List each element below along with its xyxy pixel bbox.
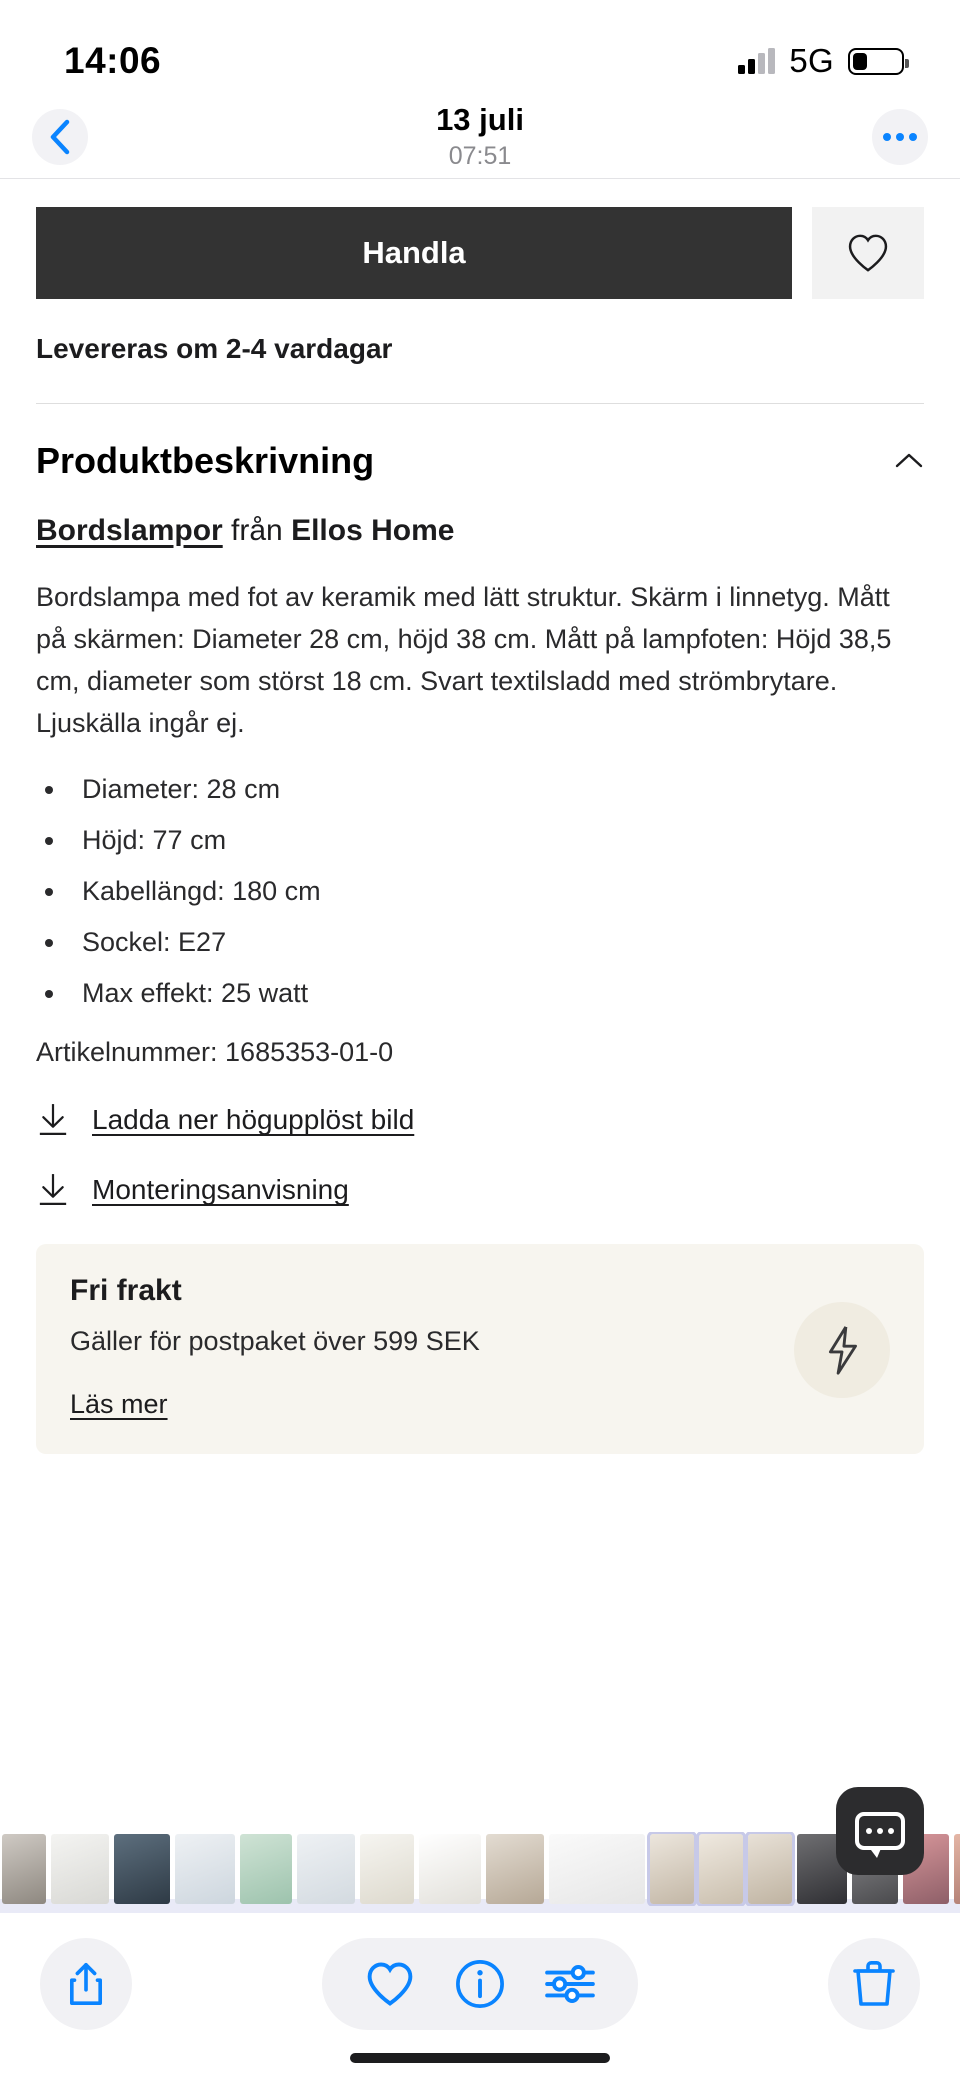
download-icon (36, 1172, 70, 1208)
heart-icon (364, 1960, 416, 2008)
list-item: • Kabellängd: 180 cm (68, 876, 924, 907)
product-specs-list (36, 774, 924, 1009)
lightning-bolt-icon (794, 1302, 890, 1398)
delete-button[interactable] (828, 1938, 920, 2030)
share-icon (66, 1961, 106, 2007)
article-number: Artikelnummer: 1685353-01-0 (36, 1037, 394, 1068)
thumb-product-page[interactable] (419, 1834, 481, 1904)
list-item: • Diameter: 28 cm (68, 774, 924, 805)
thumb-reviews[interactable] (360, 1834, 414, 1904)
category-link[interactable]: Bordslampor (36, 514, 223, 547)
status-bar (0, 0, 960, 96)
promo-read-more-link[interactable]: Läs mer (70, 1389, 168, 1420)
chevron-left-icon (49, 119, 71, 155)
buy-button[interactable]: Handla (36, 207, 792, 299)
thumb-lamp-b[interactable] (699, 1834, 743, 1904)
download-image-link[interactable] (0, 1068, 960, 1138)
chevron-up-icon[interactable] (894, 446, 924, 476)
favorite-toggle[interactable] (362, 1956, 418, 2012)
page-title: 13 juli (436, 102, 524, 138)
product-page-content (0, 178, 960, 1838)
thumb-chat-2[interactable] (297, 1834, 355, 1904)
list-item: • Sockel: E27 (68, 927, 924, 958)
info-button[interactable] (452, 1956, 508, 2012)
status-indicators (738, 42, 904, 80)
thumb-fabric-art[interactable] (954, 1834, 960, 1904)
network-label: 5G (789, 42, 834, 79)
thumb-chat-list[interactable] (175, 1834, 235, 1904)
delivery-info: Levereras om 2-4 vardagar (36, 333, 393, 364)
thumb-landscape[interactable] (114, 1834, 170, 1904)
toolbar-action-group (322, 1938, 638, 2030)
section-title: Produktbeskrivning (36, 440, 375, 481)
battery-icon (848, 48, 904, 75)
trash-icon (853, 1960, 895, 2008)
status-time: 14:06 (64, 40, 162, 81)
assembly-instructions-link[interactable] (0, 1138, 960, 1208)
product-brand-line (0, 482, 960, 548)
more-options-button[interactable] (872, 109, 928, 165)
thumb-lamp-crop[interactable] (2, 1834, 46, 1904)
chat-bubble-button[interactable] (836, 1787, 924, 1875)
heart-icon (845, 232, 891, 274)
list-item: • Max effekt: 25 watt (68, 978, 924, 1009)
ellipsis-icon (883, 133, 917, 141)
home-indicator (350, 2053, 610, 2063)
promo-subtitle: Gäller för postpaket över 599 SEK (70, 1326, 480, 1357)
thumb-lamp-a[interactable] (650, 1834, 694, 1904)
info-icon (454, 1958, 506, 2010)
brand-name: Ellos Home (291, 514, 455, 547)
between-text: från (222, 514, 292, 547)
cta-row (0, 179, 960, 299)
promo-title: Fri frakt (70, 1274, 182, 1308)
thumb-lamp-room[interactable] (486, 1834, 544, 1904)
share-button[interactable] (40, 1938, 132, 2030)
thumb-webpage[interactable] (549, 1834, 645, 1904)
thumbnail-filmstrip[interactable] (0, 1832, 960, 1906)
nav-title-block (0, 103, 960, 170)
signal-bars-icon (738, 48, 775, 74)
product-description-header[interactable] (0, 404, 960, 482)
download-icon (36, 1102, 70, 1138)
adjust-button[interactable] (542, 1956, 598, 2012)
thumb-lamp-c[interactable] (748, 1834, 792, 1904)
favorite-button[interactable] (812, 207, 924, 299)
download-image-label: Ladda ner högupplöst bild (92, 1104, 415, 1136)
page-subtitle: 07:51 (448, 141, 512, 170)
thumb-map[interactable] (240, 1834, 292, 1904)
list-item: • Höjd: 77 cm (68, 825, 924, 856)
sliders-icon (543, 1961, 597, 2007)
assembly-instructions-label: Monteringsanvisning (92, 1174, 349, 1206)
chat-bubble-icon (855, 1812, 905, 1850)
navigation-bar (0, 96, 960, 178)
back-button[interactable] (32, 109, 88, 165)
thumb-document[interactable] (51, 1834, 109, 1904)
product-description-text: Bordslampa med fot av keramik med lätt struktur. Skärm i linnetyg. Mått på skärmen: Diameter 28 cm, höjd 38 cm. Mått på lampfoten: Höjd 38,5 cm, diameter som störst 18 cm. Svart textilsladd med strömbrytare. Ljuskälla ingår ej. (36, 582, 892, 739)
promo-card-free-shipping (36, 1244, 924, 1454)
